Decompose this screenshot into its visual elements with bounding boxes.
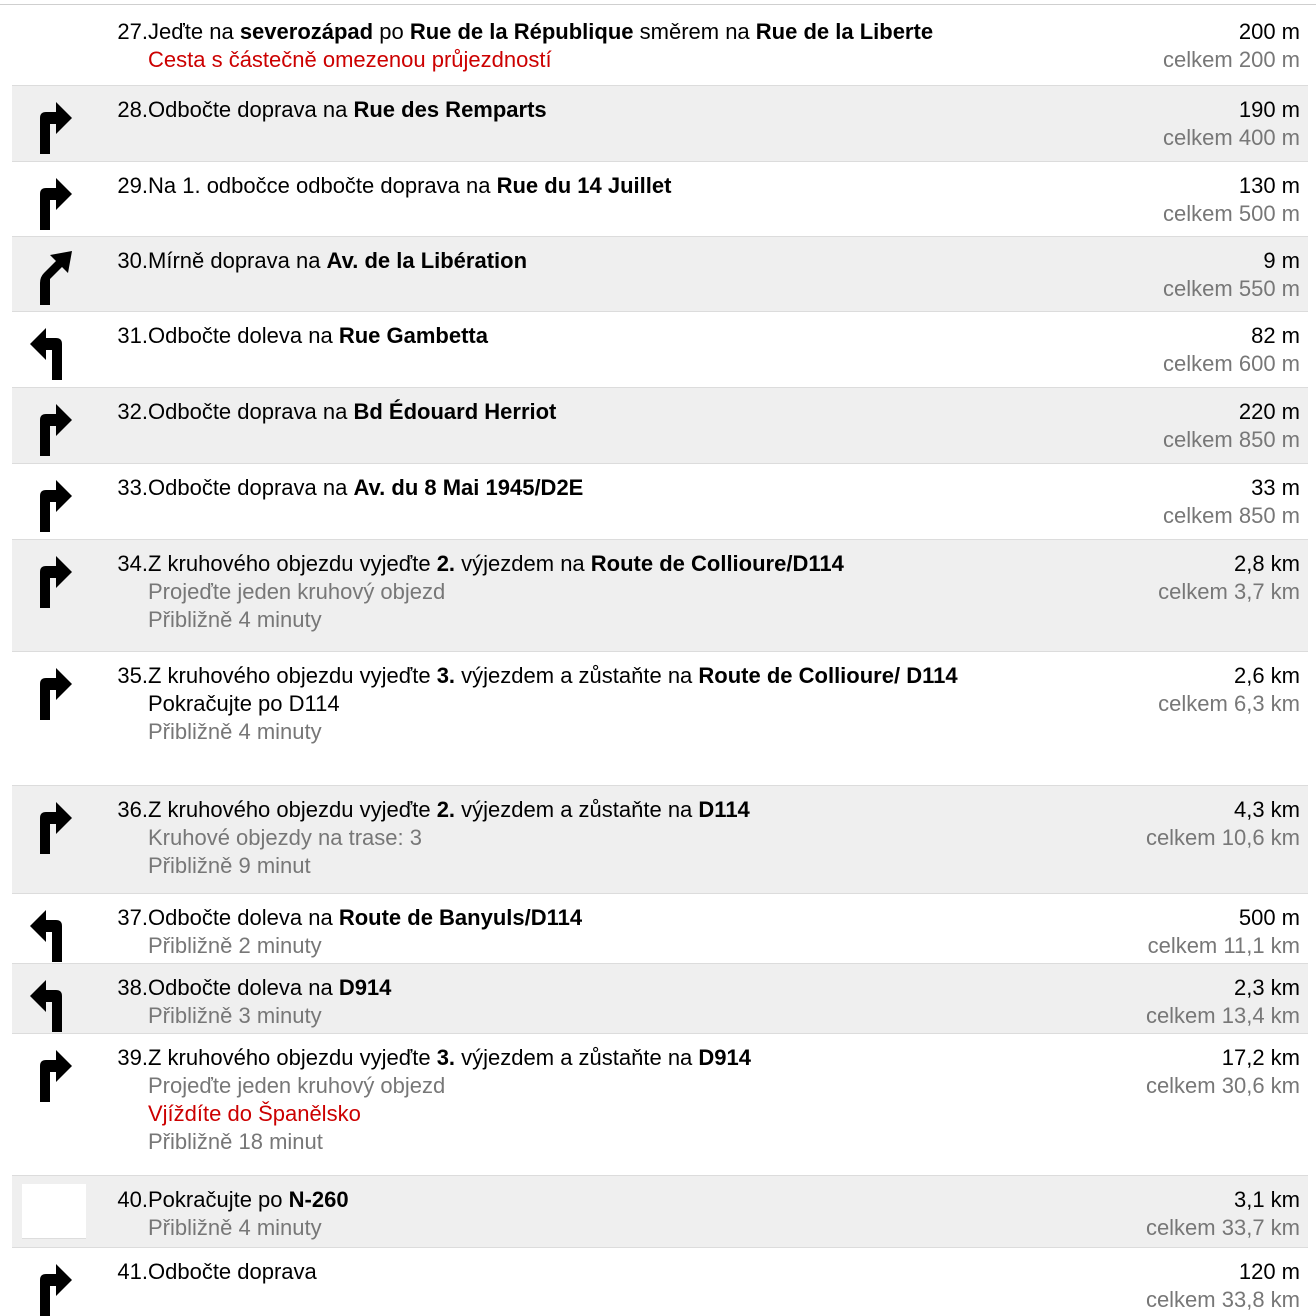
step-distance: [1163, 474, 1300, 530]
street-name: 3.: [436, 663, 456, 688]
step-instruction: [148, 974, 1083, 1030]
step-number: 36.: [117, 797, 148, 822]
turn-right-icon: [26, 170, 76, 230]
step-distance: [1146, 1186, 1300, 1242]
total-distance: celkem 33,8 km: [1145, 1287, 1300, 1312]
step-distance: [1163, 172, 1300, 228]
instruction-fragment: Odbočte doprava: [148, 1259, 317, 1284]
step-number: 40.: [117, 1187, 148, 1212]
turn-left-icon: [26, 972, 76, 1032]
step-instruction: [148, 172, 1083, 200]
street-name: Rue du 14 Juillet: [496, 173, 672, 198]
direction-step[interactable]: [12, 785, 1308, 893]
segment-distance: 82 m: [1251, 323, 1300, 348]
street-name: 2.: [436, 551, 456, 576]
step-instruction: [148, 550, 1083, 634]
step-distance: [1163, 398, 1300, 454]
step-distance: [1163, 18, 1300, 74]
turn-left-icon: [26, 320, 76, 380]
step-number: 35.: [117, 663, 148, 688]
total-distance: celkem 850 m: [1163, 427, 1300, 452]
instruction-text: [148, 398, 1083, 426]
turn-right-icon: [26, 548, 76, 608]
segment-distance: 3,1 km: [1233, 1187, 1300, 1212]
instruction-fragment: Z kruhového objezdu vyjeďte: [148, 551, 437, 576]
step-instruction: [148, 247, 1083, 275]
direction-step[interactable]: [12, 463, 1308, 539]
segment-distance: 120 m: [1238, 1259, 1300, 1284]
step-number: 30.: [117, 248, 148, 273]
direction-step[interactable]: [12, 651, 1308, 785]
step-note: Přibližně 2 minuty: [148, 933, 322, 958]
warning-note: Cesta s částečně omezenou průjezdností: [148, 47, 552, 72]
step-distance: [1158, 550, 1300, 606]
instruction-fragment: Jeďte na: [148, 19, 240, 44]
total-distance: celkem 30,6 km: [1145, 1073, 1300, 1098]
street-name: 2.: [436, 797, 456, 822]
segment-distance: 2,3 km: [1233, 975, 1300, 1000]
blank-icon: [22, 1184, 86, 1239]
instruction-fragment: Z kruhového objezdu vyjeďte: [148, 1045, 437, 1070]
step-instruction: [148, 398, 1083, 426]
step-number: 37.: [117, 905, 148, 930]
top-divider: [0, 4, 1316, 5]
total-distance: celkem 850 m: [1163, 503, 1300, 528]
instruction-text: [148, 1044, 1083, 1072]
step-note: Projeďte jeden kruhový objezd: [148, 1073, 446, 1098]
street-name: Av. de la Libération: [326, 248, 528, 273]
turn-right-icon: [26, 472, 76, 532]
total-distance: celkem 500 m: [1163, 201, 1300, 226]
street-name: Route de Collioure/ D114: [698, 663, 958, 688]
instruction-text: [148, 96, 1083, 124]
segment-distance: 220 m: [1238, 399, 1300, 424]
step-distance: [1146, 1258, 1300, 1314]
step-number: 27.: [117, 19, 148, 44]
direction-step[interactable]: [12, 161, 1308, 236]
street-name: Rue de la République: [409, 19, 634, 44]
total-distance: celkem 33,7 km: [1145, 1215, 1300, 1240]
turn-right-icon: [26, 94, 76, 154]
street-name: N-260: [288, 1187, 349, 1212]
instruction-fragment: Z kruhového objezdu vyjeďte: [148, 797, 437, 822]
step-distance: [1163, 96, 1300, 152]
instruction-fragment: Mírně doprava na: [148, 248, 327, 273]
direction-step[interactable]: [12, 539, 1308, 651]
step-distance: [1163, 247, 1300, 303]
step-instruction: [148, 322, 1083, 350]
step-distance: [1146, 974, 1300, 1030]
street-name: severozápad: [239, 19, 374, 44]
step-instruction: [148, 474, 1083, 502]
instruction-text: [148, 18, 1083, 46]
instruction-fragment: Z kruhového objezdu vyjeďte: [148, 663, 437, 688]
instruction-fragment: výjezdem a zůstaňte na: [455, 797, 699, 822]
step-note: Přibližně 18 minut: [148, 1129, 323, 1154]
instruction-text: [148, 247, 1083, 275]
segment-distance: 200 m: [1238, 19, 1300, 44]
segment-distance: 190 m: [1238, 97, 1300, 122]
instruction-fragment: výjezdem a zůstaňte na: [455, 1045, 699, 1070]
step-instruction: [148, 1186, 1083, 1242]
step-number: 28.: [117, 97, 148, 122]
turn-right-icon: [26, 1256, 76, 1316]
total-distance: celkem 10,6 km: [1145, 825, 1300, 850]
street-name: D914: [698, 1045, 751, 1070]
step-instruction: [148, 662, 1083, 746]
instruction-fragment: Pokračujte po: [148, 1187, 289, 1212]
segment-distance: 130 m: [1238, 173, 1300, 198]
step-note: Kruhové objezdy na trase: 3: [148, 825, 422, 850]
total-distance: celkem 11,1 km: [1147, 933, 1300, 958]
step-distance: [1146, 796, 1300, 852]
step-distance: [1148, 904, 1300, 960]
instruction-text: [148, 1258, 1083, 1286]
step-number: 29.: [117, 173, 148, 198]
step-instruction: [148, 904, 1083, 960]
instruction-text: [148, 474, 1083, 502]
segment-distance: 2,8 km: [1233, 551, 1300, 576]
direction-step[interactable]: [12, 236, 1308, 311]
step-note: Přibližně 4 minuty: [148, 719, 322, 744]
turn-right-icon: [26, 794, 76, 854]
direction-step[interactable]: [12, 311, 1308, 387]
total-distance: celkem 3,7 km: [1158, 579, 1300, 604]
street-name: D114: [698, 797, 750, 822]
step-number: 41.: [117, 1259, 148, 1284]
direction-step[interactable]: [12, 1175, 1308, 1247]
step-number: 38.: [117, 975, 148, 1000]
step-distance: [1158, 662, 1300, 718]
direction-step[interactable]: [12, 1247, 1308, 1311]
instruction-text: [148, 904, 1083, 932]
instruction-fragment: Odbočte doleva na: [148, 323, 339, 348]
total-distance: celkem 6,3 km: [1158, 691, 1300, 716]
street-name: Av. du 8 Mai 1945/D2E: [353, 475, 584, 500]
instruction-text: [148, 662, 1083, 690]
total-distance: celkem 200 m: [1163, 47, 1300, 72]
turn-right-icon: [26, 396, 76, 456]
step-number: 32.: [117, 399, 148, 424]
step-number: 31.: [117, 323, 148, 348]
instruction-text: [148, 1186, 1083, 1214]
step-note: Přibližně 4 minuty: [148, 607, 322, 632]
segment-distance: 9 m: [1263, 248, 1300, 273]
direction-step[interactable]: [12, 85, 1308, 161]
step-instruction: [148, 18, 1083, 74]
slight-right-icon: [26, 245, 76, 305]
total-distance: celkem 550 m: [1163, 276, 1300, 301]
instruction-fragment: směrem na: [633, 19, 756, 44]
total-distance: celkem 600 m: [1163, 351, 1300, 376]
step-note: Pokračujte po D114: [148, 691, 340, 716]
instruction-text: [148, 974, 1083, 1002]
step-note: Přibližně 9 minut: [148, 853, 311, 878]
turn-right-icon: [26, 1042, 76, 1102]
instruction-fragment: výjezdem na: [455, 551, 591, 576]
instruction-text: [148, 172, 1083, 200]
total-distance: celkem 400 m: [1163, 125, 1300, 150]
street-name: Rue des Remparts: [353, 97, 547, 122]
street-name: Rue Gambetta: [338, 323, 488, 348]
street-name: Rue de la Liberte: [755, 19, 934, 44]
instruction-fragment: Odbočte doprava na: [148, 399, 354, 424]
instruction-text: [148, 796, 1083, 824]
street-name: Route de Banyuls/D114: [338, 905, 583, 930]
instruction-fragment: výjezdem a zůstaňte na: [455, 663, 699, 688]
segment-distance: 2,6 km: [1233, 663, 1300, 688]
instruction-fragment: Odbočte doleva na: [148, 905, 339, 930]
instruction-fragment: Na 1. odbočce odbočte doprava na: [148, 173, 497, 198]
warning-note: Vjíždíte do Španělsko: [148, 1101, 361, 1126]
step-note: Projeďte jeden kruhový objezd: [148, 579, 446, 604]
step-number: 33.: [117, 475, 148, 500]
turn-right-icon: [26, 660, 76, 720]
step-instruction: [148, 796, 1083, 880]
step-note: Přibližně 3 minuty: [148, 1003, 322, 1028]
instruction-text: [148, 322, 1083, 350]
step-instruction: [148, 1044, 1083, 1156]
segment-distance: 4,3 km: [1233, 797, 1300, 822]
step-distance: [1146, 1044, 1300, 1100]
segment-distance: 33 m: [1251, 475, 1300, 500]
step-number: 34.: [117, 551, 148, 576]
step-distance: [1163, 322, 1300, 378]
instruction-fragment: Odbočte doprava na: [148, 97, 354, 122]
street-name: Bd Édouard Herriot: [353, 399, 557, 424]
street-name: Route de Collioure/D114: [590, 551, 844, 576]
instruction-text: [148, 550, 1083, 578]
step-instruction: [148, 96, 1083, 124]
instruction-fragment: Odbočte doprava na: [148, 475, 354, 500]
segment-distance: 500 m: [1238, 905, 1300, 930]
instruction-fragment: po: [373, 19, 410, 44]
total-distance: celkem 13,4 km: [1145, 1003, 1300, 1028]
direction-step[interactable]: [12, 387, 1308, 463]
direction-step[interactable]: [12, 1033, 1308, 1175]
direction-step[interactable]: [12, 8, 1308, 85]
step-number: 39.: [117, 1045, 148, 1070]
turn-left-icon: [26, 902, 76, 962]
direction-step[interactable]: [12, 963, 1308, 1033]
street-name: D914: [338, 975, 392, 1000]
street-name: 3.: [436, 1045, 456, 1070]
direction-step[interactable]: [12, 893, 1308, 963]
instruction-fragment: Odbočte doleva na: [148, 975, 339, 1000]
segment-distance: 17,2 km: [1221, 1045, 1300, 1070]
step-note: Přibližně 4 minuty: [148, 1215, 322, 1240]
step-instruction: [148, 1258, 1083, 1286]
